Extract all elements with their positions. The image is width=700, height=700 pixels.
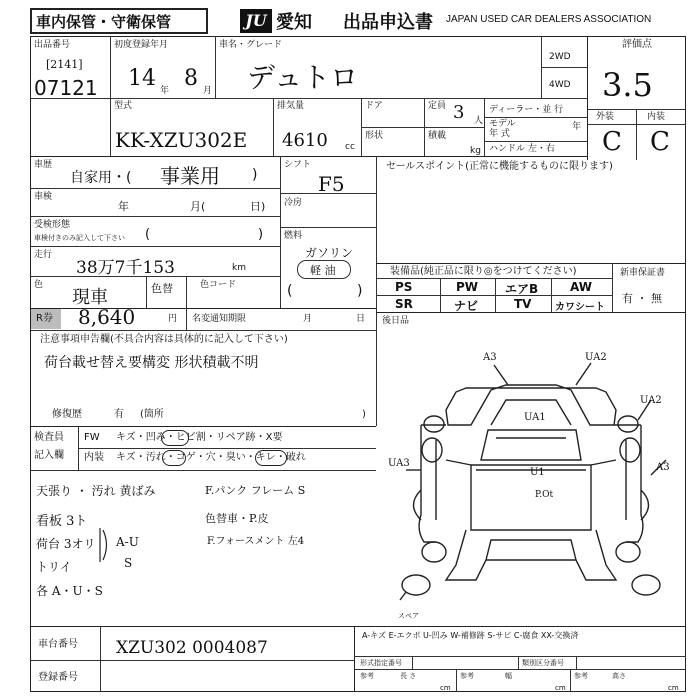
lot-code: [2141] xyxy=(46,58,83,71)
drive-2wd: 2WD xyxy=(549,52,571,62)
fuel-option: 軽 油 xyxy=(310,264,336,277)
notice-label: 名変通知期限 xyxy=(192,314,247,324)
mark-p-ot: P.Ot xyxy=(535,490,554,500)
load-label: 積載 xyxy=(428,131,447,141)
car-name-value: デュトロ xyxy=(247,61,359,94)
mark-a3-top: A3 xyxy=(483,352,497,363)
note-line-2: 看板 3ト xyxy=(36,514,88,529)
receipt-label: 受検形態 xyxy=(34,220,71,230)
model-label: 型式 xyxy=(114,101,133,111)
interior-items: キズ・汚れ・コゲ・穴・臭い・キレ・破れ xyxy=(116,452,306,463)
equip-airbag: エアB xyxy=(505,282,539,296)
note-right-3: F.フォースメント 左4 xyxy=(207,536,305,547)
equip-ps: PS xyxy=(395,280,413,294)
car-name-label: 車名・グレード xyxy=(219,40,283,50)
recycle-label: R券 xyxy=(36,313,53,324)
sales-point-label: セールスポイント(正常に機能するものに限ります) xyxy=(386,161,613,172)
spare-label: スペア xyxy=(398,612,419,620)
aftermarket-label: 後日品 xyxy=(382,316,410,326)
association-name: JAPAN USED CAR DEALERS ASSOCIATION xyxy=(446,14,652,25)
rating-label: 評価点 xyxy=(622,39,652,50)
history-label: 車歴 xyxy=(34,160,53,170)
fw-label: FW xyxy=(84,432,100,443)
door-label: ドア xyxy=(365,101,383,111)
capacity-value: 3 xyxy=(453,102,465,123)
interior-check-label: 内装 xyxy=(84,452,104,463)
shift-label: シフト xyxy=(284,160,312,170)
mark-ua1: UA1 xyxy=(524,412,546,423)
aircon-label: 冷房 xyxy=(284,198,303,208)
ju-logo: JU xyxy=(240,9,272,33)
org-name: 愛知 xyxy=(276,12,312,33)
equip-aw: AW xyxy=(570,280,592,294)
registration-label: 登録番号 xyxy=(38,672,78,683)
notes-text: 荷台載せ替え要構変 形状積載不明 xyxy=(44,355,259,371)
chassis-number: XZU302 0004087 xyxy=(116,638,268,658)
drive-4wd: 4WD xyxy=(549,80,571,90)
shift-value: F5 xyxy=(318,172,345,196)
equip-navi: ナビ xyxy=(454,299,479,313)
repair-label: 修復歴 xyxy=(52,409,82,420)
color-code-label: 色コード xyxy=(200,280,237,290)
note-right-1: F.パンク フレーム S xyxy=(205,484,306,497)
model-value: KK-XZU302E xyxy=(115,128,248,152)
shape-label: 形状 xyxy=(365,131,384,141)
notes-label: 注意事項申告欄(不具合内容は具体的に記入して下さい) xyxy=(40,334,288,345)
mark-u1: U1 xyxy=(530,467,545,478)
color-value: 現車 xyxy=(72,287,108,308)
equipment-label: 装備品(純正品に限り◎をつけてください) xyxy=(390,266,577,277)
displacement-label: 排気量 xyxy=(277,101,305,111)
history-value: 事業用 xyxy=(160,164,220,188)
steering-side: ハンドル 左・右 xyxy=(489,144,555,154)
class-code-label: 類別区分番号 xyxy=(522,659,564,667)
rating-score: 3.5 xyxy=(602,66,653,104)
inspection-label: 車検 xyxy=(34,192,53,202)
entry-label: 記入欄 xyxy=(34,450,64,461)
exterior-label: 外装 xyxy=(596,112,615,122)
type-designation-label: 形式指定番号 xyxy=(360,659,402,667)
inspector-label: 検査員 xyxy=(34,432,64,443)
storage-type: 車内保管・守衛保管 xyxy=(36,13,172,31)
first-reg-label: 初度登録年月 xyxy=(114,40,169,50)
form-title: 出品申込書 xyxy=(343,12,433,33)
first-reg-month: 8 xyxy=(184,66,198,91)
note-right-2: 色替車・P.皮 xyxy=(205,512,269,525)
interior-grade: C xyxy=(650,127,670,157)
capacity-label: 定員 xyxy=(428,101,447,111)
equip-seat: カワシート xyxy=(555,302,605,313)
lot-number: 07121 xyxy=(34,76,98,100)
warranty-options: 有 ・ 無 xyxy=(622,292,662,305)
note-line-3: 荷台 3オリ xyxy=(36,537,96,551)
mark-ua2-right: UA2 xyxy=(640,395,662,406)
recycle-value: 8,640 xyxy=(78,305,136,329)
chassis-label: 車台番号 xyxy=(38,639,78,650)
note-line-1: 天張り ・ 汚れ 黄ばみ xyxy=(36,484,156,498)
interior-label: 内装 xyxy=(647,112,666,122)
mark-ua2-top: UA2 xyxy=(585,352,607,363)
fw-items: キズ・凹み・ヒビ割・リペア跡・X要 xyxy=(116,432,283,443)
mark-ua3-left: UA3 xyxy=(388,458,410,469)
mileage-label: 走行 xyxy=(34,250,53,260)
exterior-grade: C xyxy=(602,127,622,157)
legend: A-キズ E-エクボ U-凹み W-補修跡 S-サビ C-腐食 XX-交換済 xyxy=(362,631,579,640)
car-body-diagram xyxy=(376,330,686,626)
note-line-5: 各 A・U・S xyxy=(36,584,103,598)
color-label: 色 xyxy=(34,280,44,290)
fuel-value: ガソリン xyxy=(305,246,354,260)
equip-tv: TV xyxy=(514,297,532,311)
lot-label: 出品番号 xyxy=(34,40,71,50)
note-line-4: トリイ xyxy=(36,560,72,574)
displacement-value: 4610 xyxy=(282,130,328,151)
repair-has: 有 xyxy=(114,409,124,420)
dealer-type: ディーラー・並 行 xyxy=(489,105,564,115)
mark-a3-right: A3 xyxy=(656,462,670,473)
fuel-label: 燃料 xyxy=(284,231,303,241)
first-reg-year: 14 xyxy=(128,66,156,91)
equip-pw: PW xyxy=(456,280,479,294)
mileage-value: 38万7千153 xyxy=(76,258,175,278)
warranty-label: 新車保証書 xyxy=(620,268,666,278)
equip-sr: SR xyxy=(395,297,413,311)
color-change-label: 色替 xyxy=(151,282,173,295)
